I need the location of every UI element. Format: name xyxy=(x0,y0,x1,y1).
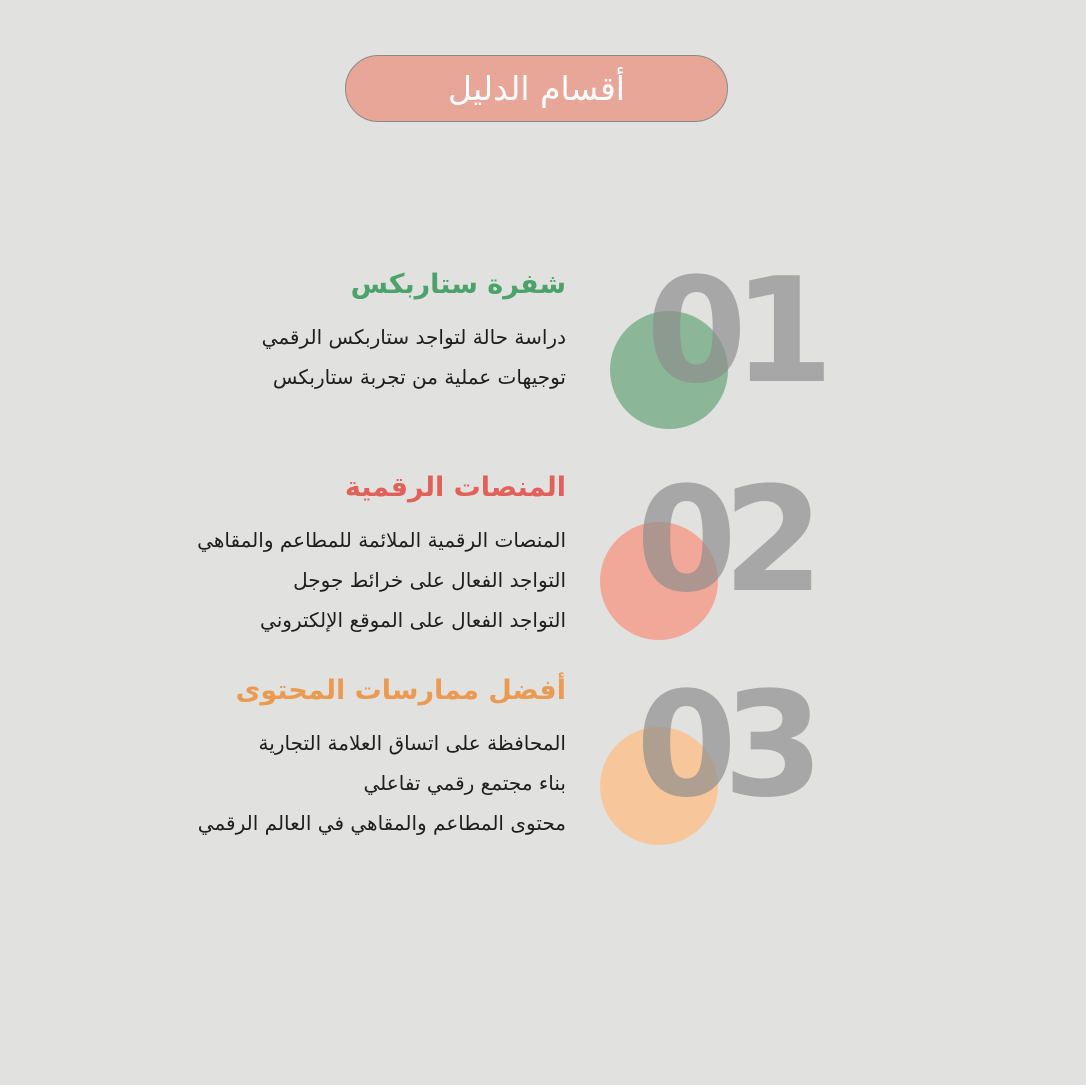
list-item: توجيهات عملية من تجربة ستاربكس xyxy=(272,365,566,389)
list-item: المحافظة على اتساق العلامة التجارية xyxy=(258,731,566,755)
list-item: التواجد الفعال على الموقع الإلكتروني xyxy=(260,608,566,632)
section-3-list xyxy=(198,723,566,843)
list-item: بناء مجتمع رقمي تفاعلي xyxy=(363,771,566,795)
list-item: محتوى المطاعم والمقاهي في العالم الرقمي xyxy=(197,811,566,835)
list-item: التواجد الفعال على خرائط جوجل xyxy=(293,568,566,592)
section-3 xyxy=(0,661,1086,865)
section-2 xyxy=(0,456,1086,660)
section-1-title: شفرة ستاربكس xyxy=(350,269,566,300)
list-item: دراسة حالة لتواجد ستاربكس الرقمي xyxy=(261,325,566,349)
section-2-title: المنصات الرقمية xyxy=(344,472,566,503)
section-1-list xyxy=(262,317,566,397)
section-3-text xyxy=(198,673,566,843)
section-1-text xyxy=(262,267,566,397)
list-item: المنصات الرقمية الملائمة للمطاعم والمقاهي xyxy=(197,528,566,552)
section-2-number: 02 xyxy=(636,456,810,625)
section-1 xyxy=(0,247,1086,455)
section-3-number: 03 xyxy=(636,661,810,830)
header-pill xyxy=(345,55,728,122)
page-title: أقسام الدليل xyxy=(448,69,625,108)
section-2-list xyxy=(197,520,566,640)
section-2-text xyxy=(197,470,566,640)
section-1-number: 01 xyxy=(646,247,820,416)
section-3-title: أفضل ممارسات المحتوى xyxy=(235,675,566,706)
